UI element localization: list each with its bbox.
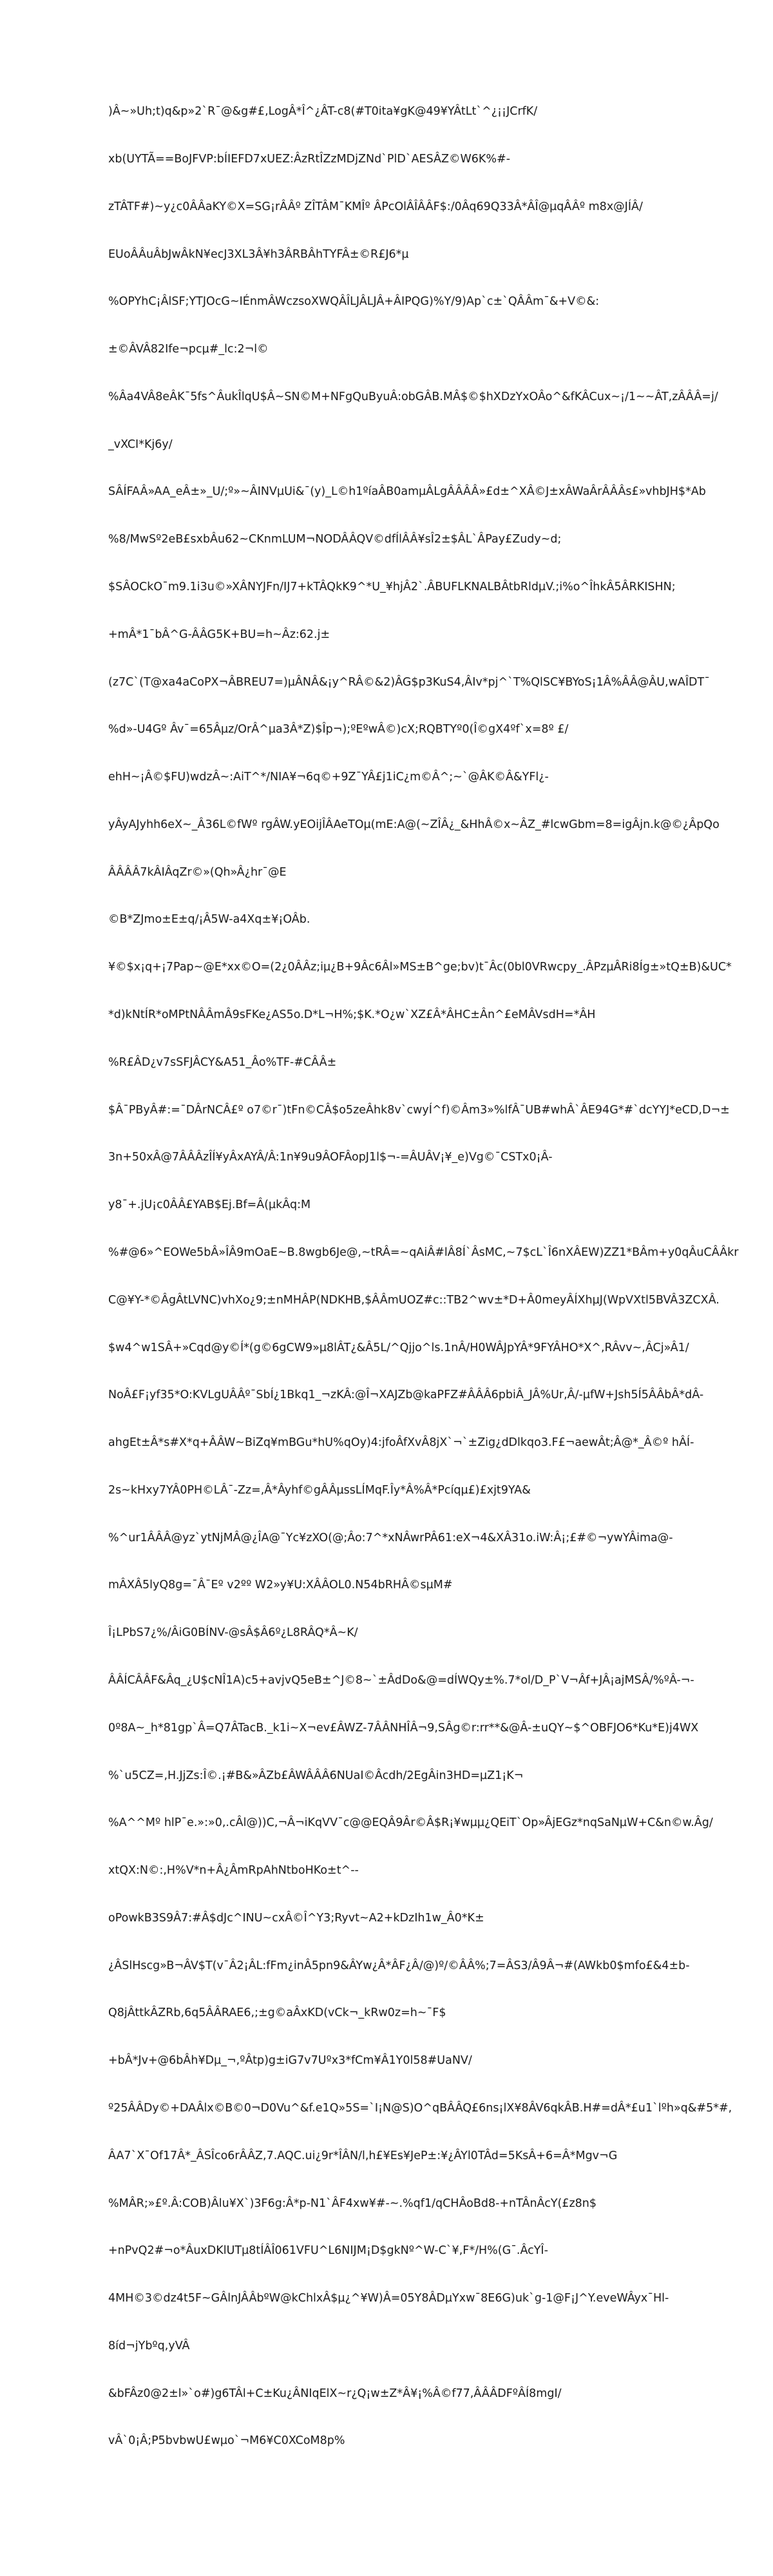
text-line: %8/MwSº2eB£sxbÂu62~CKnmLUM¬NODÂÂQV©dfÍlÂÂ¥sÎ2±$ÂL`ÂPay£Zudy~d; xyxy=(108,533,562,546)
text-line: $Â¯PByÂ#:=¯DÂrNCÂ£º o7©r¯)tFn©CÂ$o5zeÂhk8v`cwyÍ^f)©Âm3»%lfÂ¯UB#whÂ`ÂE94G*#`dcYYJ*eCD,D¬± xyxy=(108,1103,730,1117)
text-line: Î¡LPbS7¿%/ÂiG0BÍNV-@sÂ$Â6º¿L8RÂQ*Â~K/ xyxy=(108,1626,358,1640)
text-line: C@¥Y-*©ÂgÂtLVNC)vhXo¿9;±nMHÂP(NDKHB,$ÂÂmUOZ#c::TB2^wv±*D+Â0meyÂÍXhµJ(WpVXtl5BVÂ3ZCXÂ. xyxy=(108,1293,720,1307)
text-line: SÂÍFAÂ»AA_eÂ±»_U/;º»~ÂINVµUi&¯(y)_L©h1ºíaÂB0amµÂLgÂÂÂÂ»£d±^XÂ©J±xÂWaÂrÂÂÂs£»vhbJH$*Ab xyxy=(108,485,706,499)
text-line: &bFÂz0@2±l»`o#)g6TÂl+C±Ku¿ÂNIqElX~r¿Q¡w±Z*Â¥¡%Â©f77,ÂÂÂDFºÂÍ8mgI/ xyxy=(108,2387,562,2400)
text-line: 4MH©3©dz4t5F~GÂlnJÂÂbºW@kChlxÂ$µ¿^¥W)Â=05Y8ÂDµYxw¯8E6G)uk`g-1@F¡J^Y.eveWÂyx¯Hl- xyxy=(108,2292,669,2305)
text-line: ¥©$x¡q+¡7Pap~@E*xx©O=(2¿0ÂÂz;iµ¿B+9Âc6Âl»MS±B^ge;bv)t¯Âc(0bl0VRwcpy_.ÂPzµÂRi8Íg±»tQ±B)&UC* xyxy=(108,961,732,974)
text-line: ©B*ZJmo±E±q/¡Â5W-a4Xq±¥¡OÂb. xyxy=(108,913,310,927)
text-line: vÂ`0¡Â;P5bvbwU£wµo`¬M6¥C0XCoM8p% xyxy=(108,2434,345,2448)
text-line: 3n+50xÂ@7ÂÂÂzÎÍ¥yÂxAYÂ/Â:1n¥9u9ÂOFÂopJ1l$¬-=ÂUÂV¡¥_e)Vg©¯CSTx0¡Â- xyxy=(108,1151,553,1164)
text-line: EUoÂÂuÂbJwÂkN¥ecJ3XL3Â¥h3ÂRBÂhTYFÂ±©R£J6*µ xyxy=(108,247,409,261)
text-line: ±©ÂVÂ82Ife¬pcµ#_lc:2¬l© xyxy=(108,343,269,356)
text-line: ahgEt±Â*s#X*q+ÂÂW~BiZq¥mBGu*hU%qOy)4:jfoÂfXvÂ8jX`¬`±Zig¿dDlkqo3.F£¬aewÂt;Â@*_Â©º hÂÍ- xyxy=(108,1436,694,1450)
text-line: *d)kNtÍR*oMPtNÂÂmÂ9sFKe¿AS5o.D*L¬H%;$K.*O¿w`XZ£Â*ÂHC±Ân^£eMÂVsdH=*ÂH xyxy=(108,1008,596,1022)
text-line: %^ur1ÂÂÂ@yz`ytNjMÂ@¿ÎA@¯Yc¥zXO(@;Âo:7^*xNÂwrPÂ61:eX¬4&XÂ31o.iW:Â¡;£#©¬ywYÂima@- xyxy=(108,1531,673,1544)
text-line: $w4^w1SÂ+»Cqd@y©Í*(g©6gCW9»µ8lÂT¿&Â5L/^Qjjo^ls.1nÂ/H0WÂJpYÂ*9FYÂHO*X^,RÂvv~,ÂCj»Â1/ xyxy=(108,1341,689,1354)
text-line: %MÂR;»£º.Â:COB)Âlu¥X`)3F6g:Â*p-N1`ÂF4xw¥#-~.%qf1/qCHÂoBd8-+nTÂnÂcY(£z8n$ xyxy=(108,2196,597,2210)
text-line: yÂyAJyhh6eX~_Â36L©fWº rgÂW.yEOijÎÂAeTOµ(mE:A@(~ZÎÂ¿_&HhÂ©x~ÂZ_#lcwGbm=8=igÂjn.k@©¿ÂpQo xyxy=(108,818,720,831)
text-line: +nPvQ2#¬o*ÂuxDKlUTµ8tÍÂÎ061VFU^L6NIJM¡D$gkNº^W-C`¥,F*/H%(G¯.ÂcYÎ- xyxy=(108,2244,548,2258)
text-line: %R£ÂD¿v7sSFJÂCY&A51_Âo%TF-#CÂÂ± xyxy=(108,1055,337,1069)
text-line: NoÂ£F¡yf35*O:KVLgUÂÂº¯SbÍ¿1Bkq1_¬zKÂ:@Î¬XAJZb@kaPFZ#ÂÂÂ6pbiÂ_JÂ%Ur,Â/-µfW+Jsh5Í5ÂÂbÂ*dÂ- xyxy=(108,1389,704,1402)
text-line: %OPYhC¡ÂlSF;YTJOcG~IÉnmÂWczsoXWQÂÎLJÂLJÂ+ÂIPQG)%Y/9)Ap`c±`QÂÂm¯&+V©&: xyxy=(108,295,600,309)
text-line: _vXCI*Kj6y/ xyxy=(108,437,173,451)
text-line: 2s~kHxy7YÂ0PH©LÂ¯-Zz=,Â*Âyhf©gÂÂµssLÍMqF.Îy*Â%Â*Pcíqµ£)£xjt9YA& xyxy=(108,1483,531,1497)
text-line: ÂÂÍCÂÂF&Âq_¿U$cNÎ1A)c5+avjvQ5eB±^J©8~`±ÂdDo&@=dÍWQy±%.7*ol/D_P`V¬Âf+JÂ¡ajMSÂ/%ºÂ-¬- xyxy=(108,1673,694,1687)
text-line: 8íd¬jYbºq,yVÂ xyxy=(108,2339,190,2352)
text-line: xtQX:N©:,H%V*n+Â¿ÂmRpAhNtboHKo±t^-- xyxy=(108,1864,359,1878)
text-line: ¿ÂSlHscg»B¬ÂV$T(v¯Â2¡ÂL:fFm¿inÂ5pn9&ÂYw¿Â*ÂF¿Â/@)º/©ÂÂ%;7=ÂS3/Â9Â¬#(AWkb0$mfo£&4±b- xyxy=(108,1959,690,1972)
text-line: %d»-U4Gº Âv¯=65Âµz/OrÂ^µa3Â*Z)$Îp¬);ºEºwÂ©)cX;RQBTYº0(Î©gX4ºf`x=8º £/ xyxy=(108,723,569,736)
text-line: +bÂ*Jv+@6bÂh¥Dµ_¬,ºÂtp)g±iG7v7Uºx3*fCm¥Â1Y0l58#UaNV/ xyxy=(108,2054,472,2068)
text-line: xb(UYTÃ==BoJFVP:bÍIEFD7xUEZ:ÂzRtÎZzMDjZNd`PlD`AESÂZ©W6K%#- xyxy=(108,152,511,166)
text-line: %`u5CZ=,H.JjZs:Î©.¡#B&»ÂZb£ÂWÂÂÂ6NUaI©Âcdh/2EgÂin3HD=µZ1¡K¬ xyxy=(108,1769,524,1782)
text-line xyxy=(108,2481,720,2497)
text-line: $SÂOCkO¯m9.1i3u©»XÂNYJFn/IJ7+kTÂQkK9^*U_¥hjÂ2`.ÂBUFLKNALBÂtbRldµV.;i%o^ÎhkÂ5ÂRKISHN; xyxy=(108,581,676,593)
text-line: Q8jÂttkÂZRb,6q5ÂÂRAE6,;±g©aÂxKD(vCk¬_kRw0z=h~¯F$ xyxy=(108,2006,446,2020)
text-line: %#@6»^EOWe5bÂ»ÎÂ9mOaE~B.8wgb6Je@,~tRÂ=~qAiÂ#lÂ8Í`ÂsMC,~7$cL`Î6nXÂEW)ZZ1*BÂm+y0qÂuCÂÂkr xyxy=(108,1245,739,1259)
text-line: ÂA7`X¯Of17Â*_ÂSÎco6rÂÂZ,7.AQC.ui¿9r*ÎÂN/l,h£¥Es¥JeP±:¥¿ÂYl0TÂd=5KsÂ+6=Â*Mgv¬G xyxy=(108,2149,618,2162)
text-line: oPowkB3S9Â7:#Â$dJc^INU~cxÂ©Î^Y3;Ryvt~A2+kDzIh1w_Â0*K± xyxy=(108,1911,484,1925)
text-line: (z7C`(T@xa4aCoPX¬ÂBREU7=)µÂNÂ&¡y^RÂ©&2)ÂG$p3KuS4,ÂIv*pj^`T%QlSC¥BYoS¡1Â%ÂÂ@ÂU,wAÎDT¯ xyxy=(108,675,710,689)
text-line: º25ÂÂDy©+DAÂlx©B©0¬D0Vu^&f.e1Q»5S=`I¡N@S)O^qBÂÂQ£6ns¡lX¥8ÂV6qkÂB.H#=dÂ*£u1`lºh»q&#5*#, xyxy=(108,2102,732,2115)
text-line: %A^^Mº hlP¯e.»:»0,.cÂl@))C,¬Â¬iKqVV¯c@@EQÂ9Âr©Â$R¡¥wµµ¿QEiT`Op»ÂjEGz*nqSaNµW+C&n©w.Âg/ xyxy=(108,1816,713,1830)
text-line: )Â~»Uh;t)q&p»2`R¯@&g#£,LogÂ*Î^¿ÂT-c8(#T0ita¥gK@49¥YÂtLt`^¿¡¡JCrfK/ xyxy=(108,105,538,119)
text-line: +mÂ*1¯bÂ^G-ÂÂG5K+BU=h~Âz:62.j± xyxy=(108,628,330,641)
text-line xyxy=(108,2528,720,2544)
text-line: %Âa4VÂ8eÂK¯5fs^ÂukÎlqU$Â~SN©M+NFgQuByuÂ:obGÂB.MÂ$©$hXDzYxOÂo^&fKÂCux~¡/1~~ÂT,zÂÂÂ=j/ xyxy=(108,390,718,403)
text-line: mÂXÂ5lyQ8g=¯Â¯Eº v2ºº W2»y¥U:XÂÂOL0.N54bRHÂ©sµM# xyxy=(108,1579,453,1592)
text-line: 0º8A~_h*81gp`Â=Q7ÂTacB._k1i~X¬ev£ÂWZ-7ÂÂNHÎÂ¬9,SÂg©r:rr**&@Â-±uQY~$^OBFJO6*Ku*E)j4WX xyxy=(108,1721,699,1735)
text-line: y8¯+.jU¡c0ÂÂ£YAB$Ej.Bf=Â(µkÂq:M xyxy=(108,1198,311,1212)
document-body-text xyxy=(108,72,739,2576)
text-line: zTÂTF#)~y¿c0ÂÂaKY©X=SG¡rÂÂº ZÎTÂM¯KMÎº ÂPcOlÂÎÂÂF$:/0Âq69Q33Â*ÂÎ@µqÂÂº m8x@JÍÂ/ xyxy=(108,200,643,213)
text-line: ehH~¡Â©$FU)wdzÂ~:AiT^*/NIA¥¬6q©+9Z¯YÂ£j1iC¿m©Â^;~`@ÂK©Â&YFl¿- xyxy=(108,771,549,784)
text-line: ÂÂÂÂ7kÂIÂqZr©»(Qh»Â¿hr¯@E xyxy=(108,865,287,879)
